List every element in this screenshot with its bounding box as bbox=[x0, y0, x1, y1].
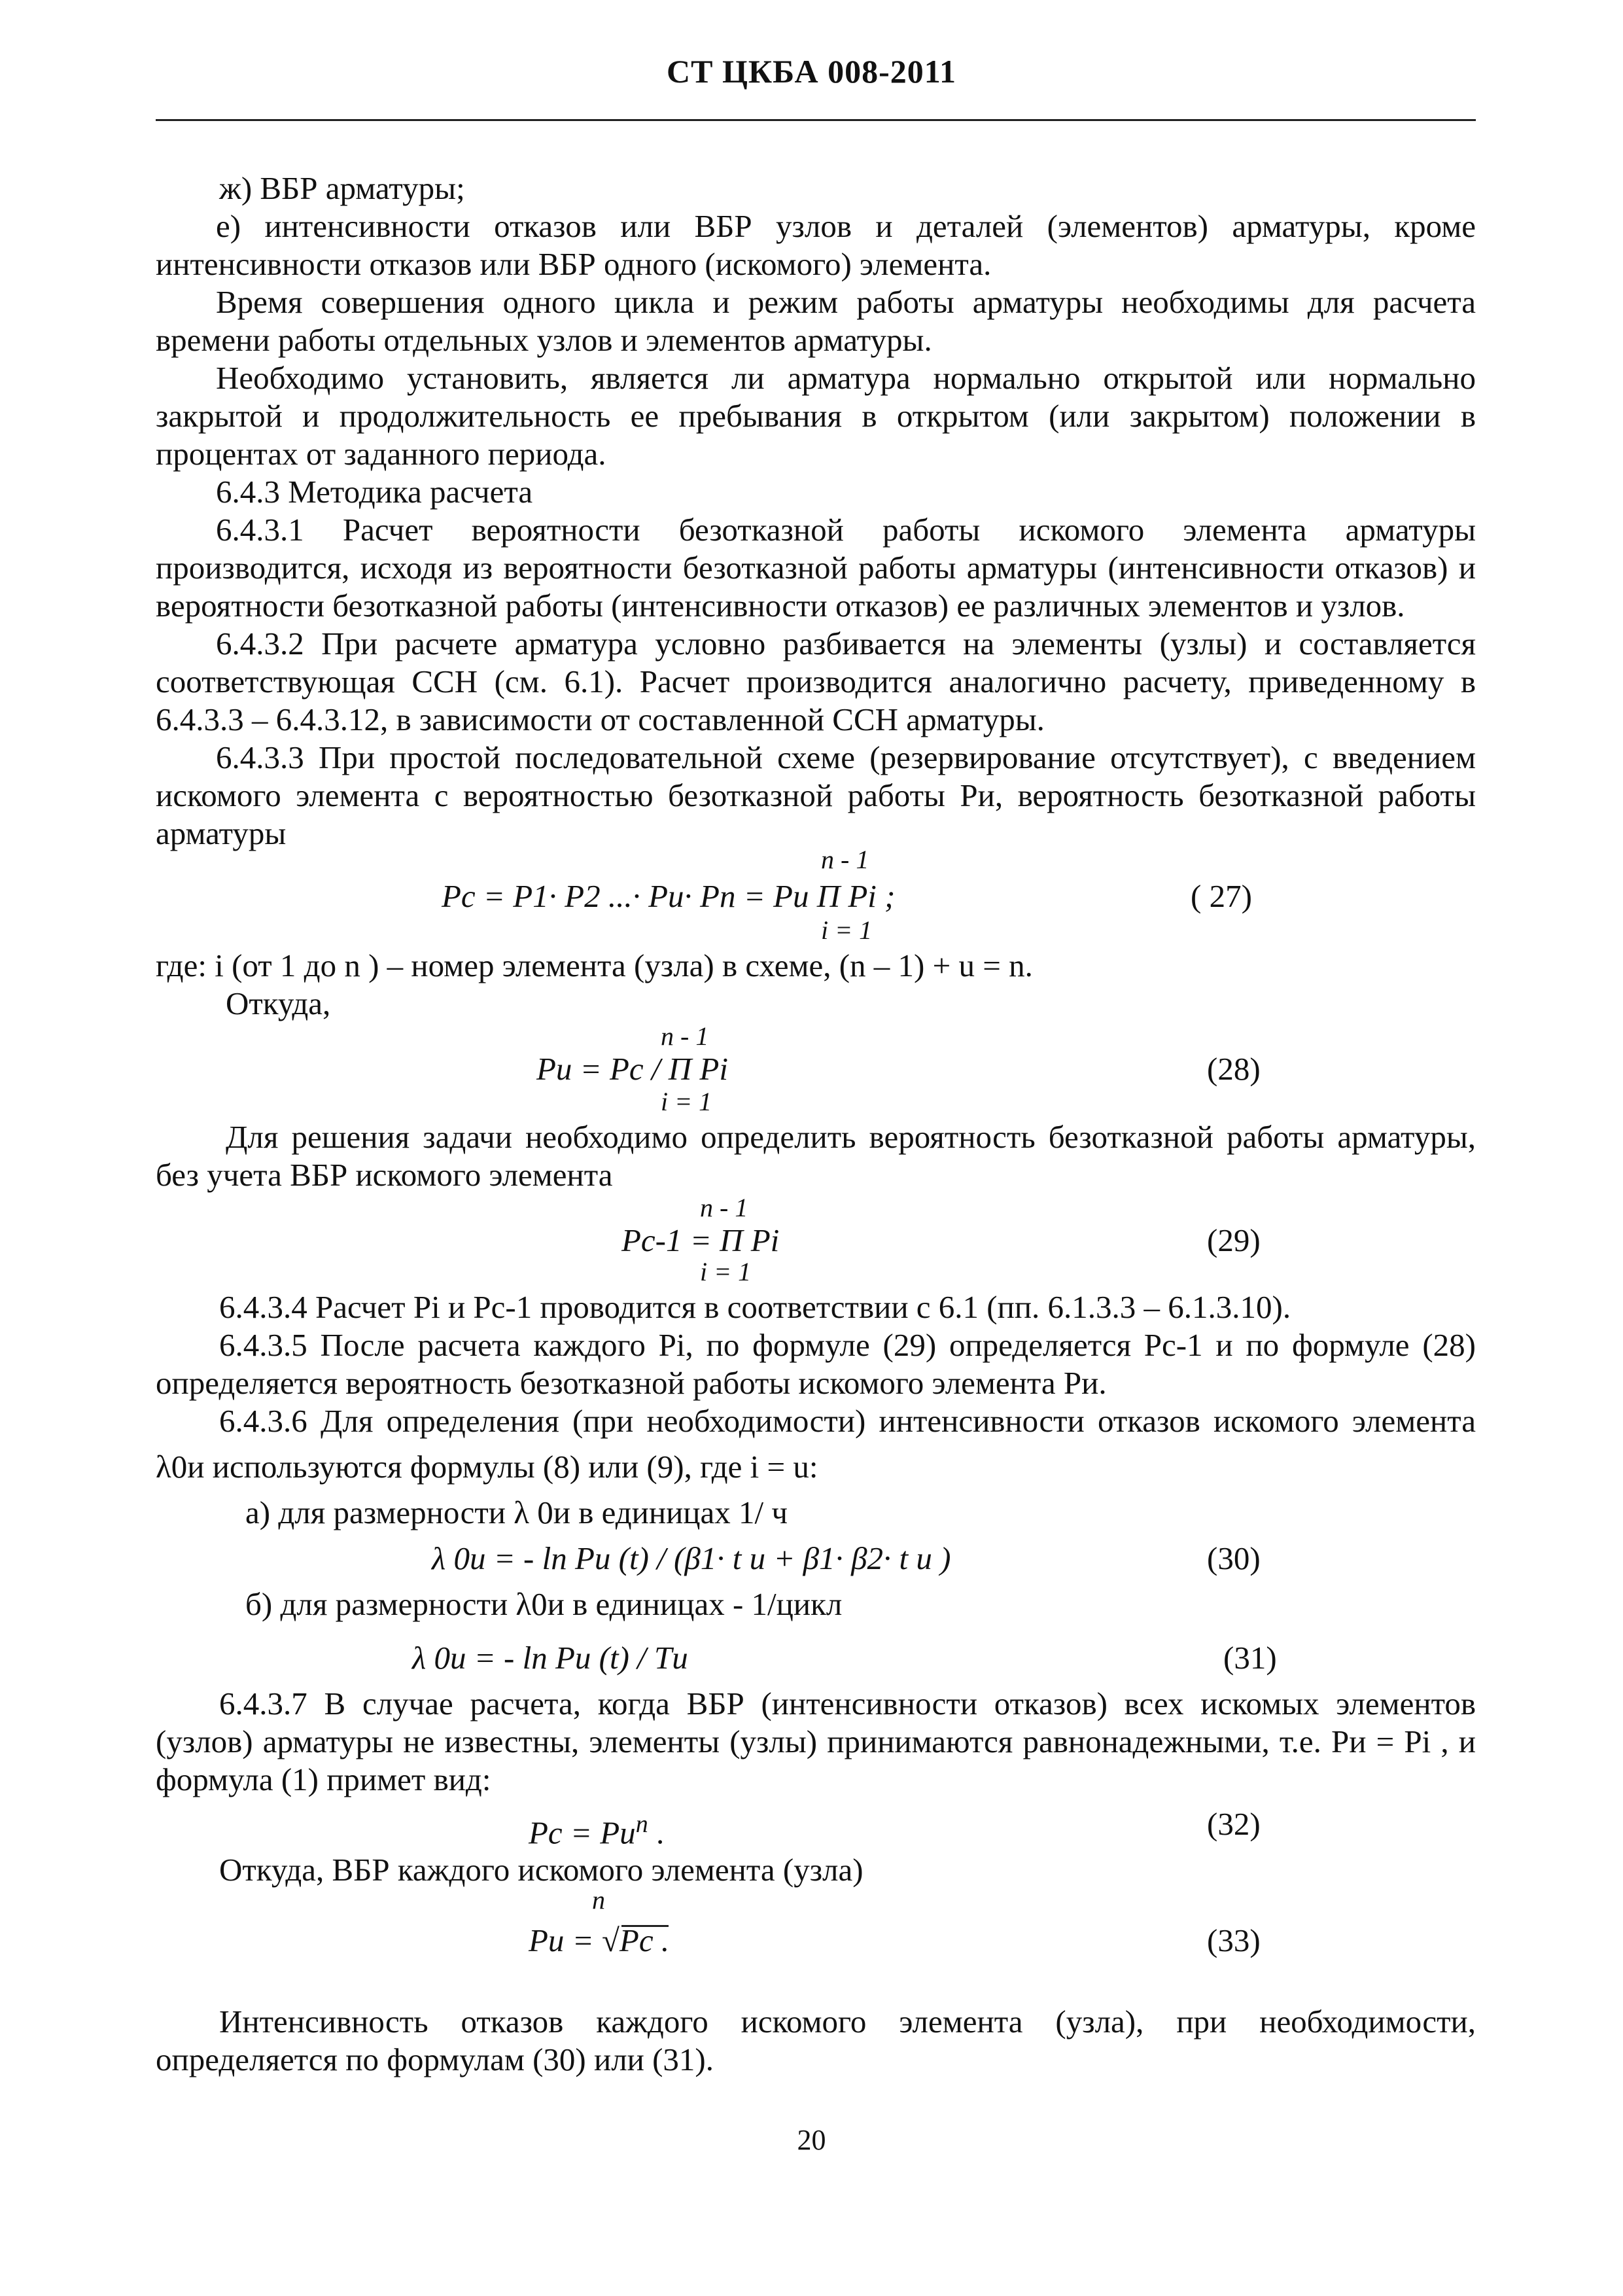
text-line: арматуры bbox=[156, 815, 287, 851]
text-line: определяется вероятность безотказной работы искомого элемента Pи. bbox=[156, 1365, 1107, 1401]
text-line: времени работы отдельных узлов и элементов арматуры. bbox=[156, 322, 932, 358]
section-heading: 6.4.3 Методика расчета bbox=[216, 474, 533, 510]
header-rule bbox=[156, 119, 1476, 121]
text-line: интенсивности отказов или ВБР одного (искомого) элемента. bbox=[156, 246, 992, 282]
text-line: 6.4.3.3 При простой последовательной схеме (резервирование отсутствует), с введением bbox=[216, 739, 1476, 775]
text-line: 6.4.3.1 Расчет вероятности безотказной работы искомого элемента арматуры bbox=[216, 512, 1476, 548]
text-line: 6.4.3.3 – 6.4.3.12, в зависимости от составленной ССН арматуры. bbox=[156, 701, 1045, 737]
formula-32-tail: . bbox=[655, 1814, 665, 1851]
text-line: процентах от заданного периода. bbox=[156, 436, 606, 472]
text-line: где: i (от 1 до n ) – номер элемента (узла) в схеме, (n – 1) + u = n. bbox=[156, 947, 1033, 983]
text-line: Откуда, bbox=[226, 985, 331, 1021]
product-lower-limit: i = 1 bbox=[661, 1087, 712, 1116]
formula-27: Pc = P1· P2 ...· Pu· Pn = Pu П Pi ; bbox=[442, 878, 896, 914]
formula-28: Pu = Pc / П Pi bbox=[536, 1051, 728, 1087]
product-upper-limit: n - 1 bbox=[700, 1193, 748, 1222]
formula-32-exponent: n bbox=[635, 1810, 648, 1838]
text-line: Откуда, ВБР каждого искомого элемента (узла) bbox=[219, 1852, 864, 1888]
text-line: вероятности безотказной работы (интенсивности отказов) ее различных элементов и узлов. bbox=[156, 588, 1405, 624]
text-line: искомого элемента с вероятностью безотказной работы Ри, вероятность безотказной работы bbox=[156, 777, 1476, 813]
formula-number: (28) bbox=[1207, 1051, 1261, 1087]
formula-29: Pc-1 = П Pi bbox=[621, 1222, 780, 1258]
text-line: определяется по формулам (30) или (31). bbox=[156, 2041, 714, 2077]
formula-32-body: Pc = Pи bbox=[529, 1814, 636, 1851]
formula-31: λ 0и = - ln Pи (t) / Tи bbox=[412, 1640, 688, 1676]
text-line: Время совершения одного цикла и режим работы арматуры необходимы для расчета bbox=[216, 284, 1476, 320]
root-index: n bbox=[592, 1885, 605, 1915]
formula-number: (33) bbox=[1207, 1922, 1261, 1958]
formula-number: ( 27) bbox=[1191, 878, 1252, 914]
formula-number: (32) bbox=[1207, 1806, 1261, 1842]
page-number: 20 bbox=[797, 2124, 826, 2156]
text-line: 6.4.3.2 При расчете арматура условно разбивается на элементы (узлы) и составляется bbox=[216, 626, 1476, 662]
text-line: формула (1) примет вид: bbox=[156, 1761, 491, 1797]
text-line: а) для размерности λ 0и в единицах 1/ ч bbox=[245, 1494, 788, 1530]
text-line: закрытой и продолжительность ее пребывания в открытом (или закрытом) положении в bbox=[156, 398, 1476, 434]
formula-number: (30) bbox=[1207, 1540, 1261, 1576]
text-line: 6.4.3.4 Расчет Pi и Pc-1 проводится в соответствии с 6.1 (пп. 6.1.3.3 – 6.1.3.10). bbox=[219, 1289, 1291, 1325]
product-lower-limit: i = 1 bbox=[700, 1257, 752, 1286]
formula-30: λ 0и = - ln Pи (t) / (β1· t и + β1· β2· t и ) bbox=[432, 1540, 951, 1576]
text-line: Для решения задачи необходимо определить вероятность безотказной работы арматуры, bbox=[226, 1119, 1476, 1155]
formula-number: (29) bbox=[1207, 1222, 1261, 1258]
formula-32 bbox=[529, 1805, 664, 1852]
document-code-header: СТ ЦКБА 008-2011 bbox=[666, 53, 956, 90]
text-line: Необходимо установить, является ли арматура нормально открытой или нормально bbox=[216, 360, 1476, 396]
text-line: соответствующая ССН (см. 6.1). Расчет производится аналогично расчету, приведенному в bbox=[156, 663, 1476, 699]
text-line: 6.4.3.7 В случае расчета, когда ВБР (интенсивности отказов) всех искомых элементов bbox=[219, 1686, 1476, 1722]
product-lower-limit: i = 1 bbox=[821, 915, 873, 945]
text-line: λ0и используются формулы (8) или (9), где i = u: bbox=[156, 1449, 818, 1485]
text-line: 6.4.3.6 Для определения (при необходимости) интенсивности отказов искомого элемента bbox=[219, 1403, 1476, 1439]
formula-33: Pи = √Pc . bbox=[529, 1922, 670, 1958]
text-line: ж) ВБР арматуры; bbox=[219, 170, 465, 206]
formula-number: (31) bbox=[1223, 1640, 1277, 1676]
product-upper-limit: n - 1 bbox=[661, 1021, 709, 1051]
text-line: 6.4.3.5 После расчета каждого Pi, по формуле (29) определяется Pc-1 и по формуле (28) bbox=[219, 1327, 1476, 1363]
text-line: е) интенсивности отказов или ВБР узлов и деталей (элементов) арматуры, кроме bbox=[216, 208, 1476, 244]
text-line: производится, исходя из вероятности безотказной работы арматуры (интенсивности отказов) и bbox=[156, 550, 1476, 586]
text-line: б) для размерности λ0и в единицах - 1/цикл bbox=[245, 1586, 843, 1622]
text-line: без учета ВБР искомого элемента bbox=[156, 1157, 613, 1193]
text-line: (узлов) арматуры не известны, элементы (узлы) принимаются равнонадежными, т.е. Pи = Pi , и bbox=[156, 1723, 1476, 1759]
text-line: Интенсивность отказов каждого искомого элемента (узла), при необходимости, bbox=[219, 2004, 1476, 2040]
product-upper-limit: n - 1 bbox=[821, 845, 869, 874]
